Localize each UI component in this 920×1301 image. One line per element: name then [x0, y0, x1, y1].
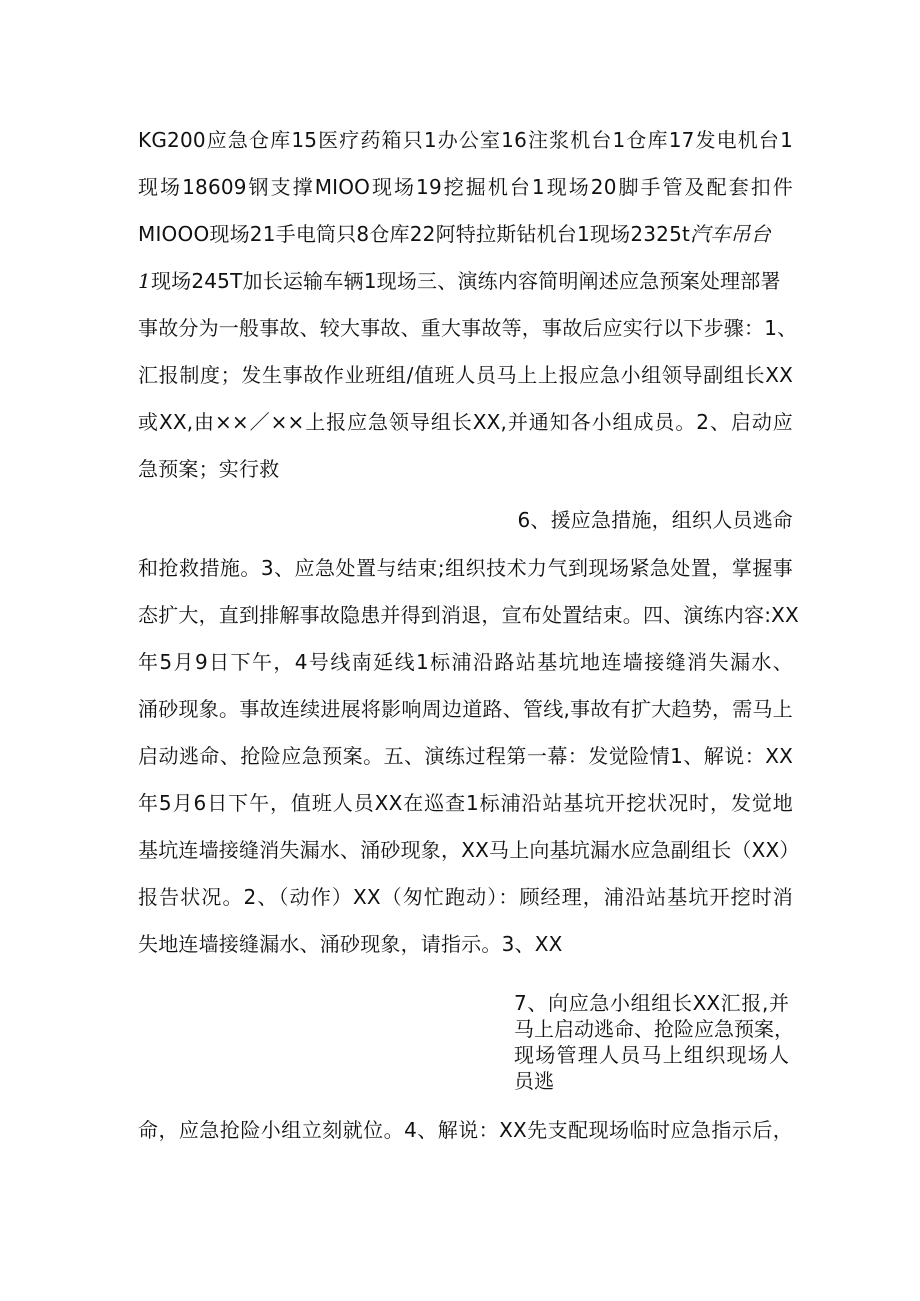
text-line-12: 年5月9日下午，4号线南延线1标浦沿路站基坑地连墙接缝消失漏水、 [138, 650, 793, 674]
side-note-block [514, 990, 794, 1094]
text-line-1: KG200应急仓库15医疗药箱只1办公室16注浆机台1仓库17发电机台1 [138, 128, 793, 152]
text-line-13: 涌砂现象。事故连续进展将影响周边道路、管线,事故有扩大趋势，需马上 [138, 697, 793, 721]
text-line-14: 启动逃命、抢险应急预案。五、演练过程第一幕：发觉险情1、解说：XX [138, 744, 793, 768]
text-line-10: 和抢救措施。3、应急处置与结束;组织技术力气到现场紧急处置，掌握事 [138, 556, 793, 580]
text-line-3-main: MIOOO现场21手电筒只8仓库22阿特拉斯钻机台1现场2325t [138, 222, 691, 246]
text-line-4-main: 现场245T加长运输车辆1现场三、演练内容简明阐述应急预案处理部署 [150, 269, 781, 293]
side-note-line-1: 7、向应急小组组长XX汇报,并 [514, 991, 789, 1015]
text-line-2: 现场18609钢支撑MIOO现场19挖掘机台1现场20脚手管及配套扣件 [138, 175, 793, 199]
side-note-line-2: 马上启动逃命、抢险应急预案， [514, 1017, 794, 1041]
text-line-16: 基坑连墙接缝消失漏水、涌砂现象，XX马上向基坑漏水应急副组长（XX） [138, 838, 800, 862]
text-line-11: 态扩大，直到排解事故隐患并得到消退，宣布处置结束。四、演练内容:XX [138, 603, 799, 627]
text-line-3 [138, 221, 793, 247]
side-note-line-4: 员逃 [514, 1069, 554, 1093]
text-line-8: 急预案；实行救 [138, 457, 280, 481]
text-line-15: 年5月6日下午，值班人员XX在巡查1标浦沿站基坑开挖状况时，发觉地 [138, 791, 793, 815]
text-line-18: 失地连墙接缝漏水、涌砂现象，请指示。3、XX [138, 932, 563, 956]
text-line-6: 汇报制度；发生事故作业班组/值班人员马上上报应急小组领导副组长XX [138, 363, 793, 387]
text-line-9: 6、援应急措施，组织人员逃命 [517, 508, 793, 532]
text-line-4 [138, 268, 793, 294]
text-line-17: 报告状况。2、（动作）XX（匆忙跑动）：顾经理，浦沿站基坑开挖时消 [138, 885, 793, 909]
text-line-4-italic: 1 [138, 269, 151, 293]
text-line-final: 命，应急抢险小组立刻就位。4、解说：XX先支配现场临时应急指示后， [138, 1118, 793, 1142]
text-line-7: 或XX,由××／××上报应急领导组长XX,并通知各小组成员。2、启动应 [138, 410, 793, 434]
text-line-5: 事故分为一般事故、较大事故、重大事故等，事故后应实行以下步骤：1、 [138, 316, 798, 340]
text-line-3-italic: 汽车吊台 [690, 222, 771, 246]
side-note-line-3: 现场管理人员马上组织现场人 [514, 1043, 789, 1067]
